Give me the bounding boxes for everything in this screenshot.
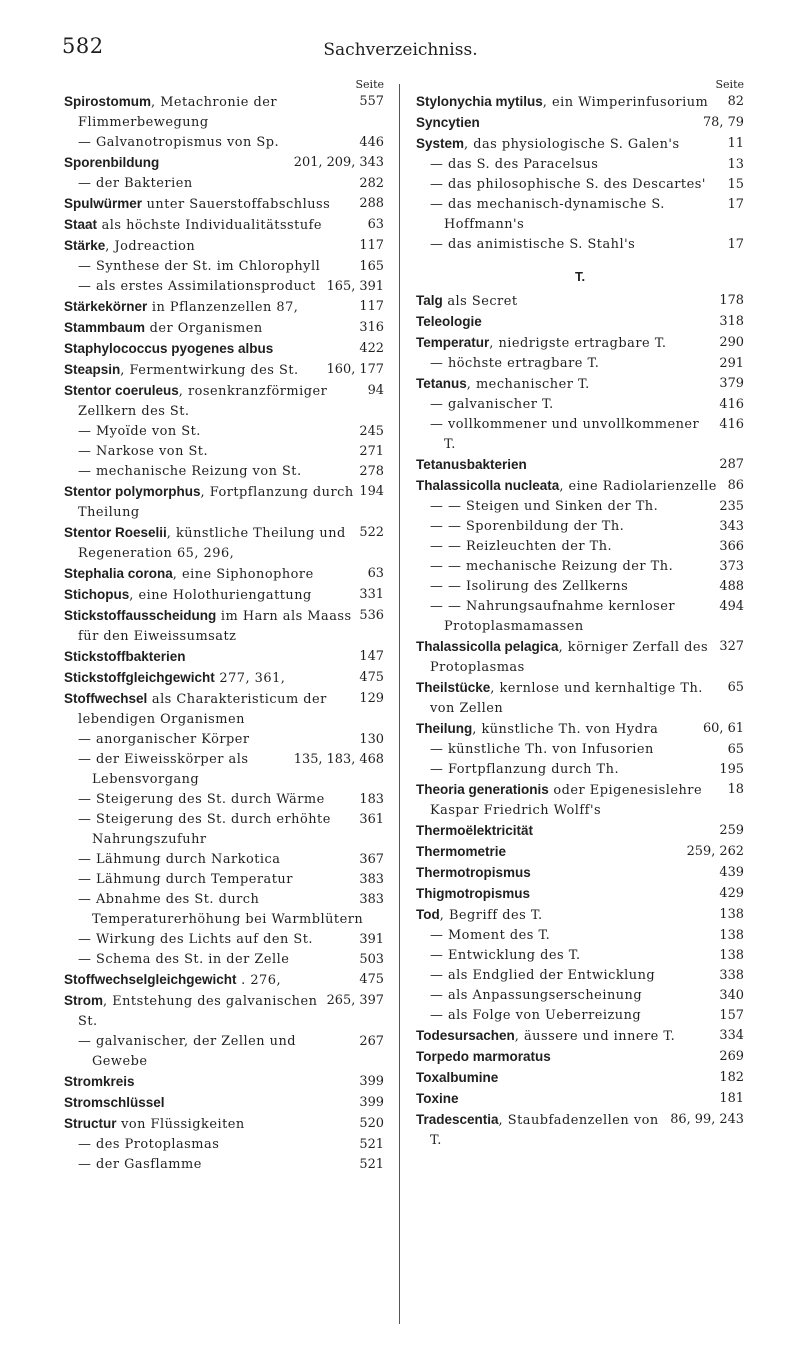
entry-pages: 182 bbox=[719, 1070, 744, 1085]
entry-text: , körniger Zerfall des Protoplasmas bbox=[430, 640, 709, 675]
entry-term: Syncytien bbox=[416, 115, 480, 130]
entry-text: , Fermentwirkung des St. bbox=[120, 363, 299, 378]
index-entry bbox=[64, 1093, 384, 1114]
entry-pages: 201, 209, 343 bbox=[293, 155, 384, 170]
entry-text: — das philosophische S. des Descartes' bbox=[430, 177, 706, 192]
entry-term: Stentor Roeselii bbox=[64, 525, 167, 540]
entry-term: Stentor coeruleus bbox=[64, 383, 179, 398]
index-entry bbox=[416, 863, 744, 884]
index-entry bbox=[416, 842, 744, 863]
entry-text: — Myoïde von St. bbox=[78, 424, 201, 439]
entry-pages: 287 bbox=[719, 457, 744, 472]
entry-term: Stärkekörner bbox=[64, 299, 148, 314]
index-entry bbox=[64, 1032, 384, 1072]
entry-pages: 316 bbox=[359, 320, 384, 335]
entry-pages: 422 bbox=[359, 341, 384, 356]
entry-text: — mechanische Reizung von St. bbox=[78, 464, 302, 479]
index-entry bbox=[416, 884, 744, 905]
entry-pages: 522 bbox=[359, 525, 384, 540]
entry-pages: 178 bbox=[719, 293, 744, 308]
entry-term: Toxine bbox=[416, 1091, 459, 1106]
entry-text: , Jodreaction bbox=[105, 239, 196, 254]
entry-text: im Harn als Maass für den Eiweissumsatz bbox=[78, 609, 352, 644]
index-entry bbox=[416, 821, 744, 842]
entry-term: Thalassicolla nucleata bbox=[416, 478, 560, 493]
entry-text: , Entstehung des galvanischen St. bbox=[78, 994, 318, 1029]
index-entry bbox=[64, 606, 384, 647]
entry-text: — galvanischer T. bbox=[430, 397, 554, 412]
entry-pages: 343 bbox=[719, 519, 744, 534]
left-index-column bbox=[64, 78, 384, 1175]
entry-pages: 195 bbox=[719, 762, 744, 777]
entry-term: Thalassicolla pelagica bbox=[416, 639, 559, 654]
entry-pages: 373 bbox=[719, 559, 744, 574]
entry-text: , rosenkranzförmiger Zellkern des St. bbox=[78, 384, 328, 419]
entry-text: — der Gasflamme bbox=[78, 1157, 202, 1172]
entry-term: Sporenbildung bbox=[64, 155, 160, 170]
right-index-column bbox=[416, 78, 744, 1151]
entry-pages: 18 bbox=[727, 782, 744, 797]
entry-pages: 391 bbox=[359, 932, 384, 947]
index-entry bbox=[416, 517, 744, 537]
entry-pages: 138 bbox=[719, 907, 744, 922]
index-entry bbox=[64, 1114, 384, 1135]
entry-term: Stromkreis bbox=[64, 1074, 135, 1089]
entry-text: in Pflanzenzellen 87, bbox=[147, 300, 299, 315]
entry-text: — Moment des T. bbox=[430, 928, 551, 943]
entry-pages: 334 bbox=[719, 1028, 744, 1043]
entry-pages: 165, 391 bbox=[326, 279, 384, 294]
index-entry bbox=[416, 195, 744, 235]
index-entry bbox=[64, 950, 384, 970]
index-entry bbox=[64, 194, 384, 215]
entry-pages: 429 bbox=[719, 886, 744, 901]
entry-pages: 259 bbox=[719, 823, 744, 838]
entry-term: Staphylococcus pyogenes albus bbox=[64, 341, 274, 356]
entry-text: — als Anpassungserscheinung bbox=[430, 988, 643, 1003]
entry-pages: 129 bbox=[359, 691, 384, 706]
entry-text: — vollkommener und unvollkommener T. bbox=[430, 417, 700, 452]
column-divider bbox=[399, 84, 400, 1324]
index-entry bbox=[64, 647, 384, 668]
entry-term: Stephalia corona bbox=[64, 566, 173, 581]
entry-text: , Begriff des T. bbox=[439, 908, 543, 923]
entry-pages: 331 bbox=[359, 587, 384, 602]
entry-pages: 475 bbox=[359, 972, 384, 987]
entry-pages: 399 bbox=[359, 1074, 384, 1089]
entry-text: — Fortpflanzung durch Th. bbox=[430, 762, 620, 777]
index-entry bbox=[416, 577, 744, 597]
entry-term: Tod bbox=[416, 907, 440, 922]
entry-term: Strom bbox=[64, 993, 104, 1008]
index-entry bbox=[416, 597, 744, 637]
entry-pages: 86, 99, 243 bbox=[670, 1112, 744, 1127]
entry-text: , künstliche Theilung und Regeneration 65, 296, bbox=[78, 526, 346, 561]
entry-text: — Narkose von St. bbox=[78, 444, 209, 459]
index-entry bbox=[64, 257, 384, 277]
entry-text: , niedrigste ertragbare T. bbox=[489, 336, 667, 351]
index-entry bbox=[64, 277, 384, 297]
running-title: Sachverzeichniss. bbox=[323, 40, 478, 60]
entry-text: — Steigerung des St. durch erhöhte Nahrungszufuhr bbox=[78, 812, 331, 847]
entry-text: — Galvanotropismus von Sp. bbox=[78, 135, 280, 150]
entry-text: , eine Radiolarienzelle bbox=[559, 479, 717, 494]
index-entry bbox=[64, 482, 384, 523]
entry-pages: 11 bbox=[727, 136, 744, 151]
entry-term: Torpedo marmoratus bbox=[416, 1049, 551, 1064]
entry-text: — das S. des Paracelsus bbox=[430, 157, 599, 172]
entry-term: Structur bbox=[64, 1116, 117, 1131]
index-entry bbox=[416, 354, 744, 374]
entry-text: — anorganischer Körper bbox=[78, 732, 250, 747]
entry-pages: 446 bbox=[359, 135, 384, 150]
index-entry bbox=[64, 523, 384, 564]
entry-pages: 147 bbox=[359, 649, 384, 664]
index-entry bbox=[64, 890, 384, 930]
index-entry bbox=[416, 291, 744, 312]
index-entry bbox=[64, 236, 384, 257]
entry-text: — — Sporenbildung der Th. bbox=[430, 519, 625, 534]
entry-pages: 383 bbox=[359, 892, 384, 907]
entry-text: — künstliche Th. von Infusorien bbox=[430, 742, 654, 757]
entry-text: — des Protoplasmas bbox=[78, 1137, 220, 1152]
entry-term: Thermoëlektricität bbox=[416, 823, 534, 838]
index-entry bbox=[416, 395, 744, 415]
entry-text: — als Folge von Ueberreizung bbox=[430, 1008, 642, 1023]
entry-term: Stoffwechselgleichgewicht bbox=[64, 972, 237, 987]
index-entry bbox=[64, 930, 384, 950]
entry-term: Spirostomum bbox=[64, 94, 152, 109]
entry-term: Tetanusbakterien bbox=[416, 457, 527, 472]
entry-text: , das physiologische S. Galen's bbox=[464, 137, 680, 152]
entry-text: — als erstes Assimilationsproduct bbox=[78, 279, 316, 294]
index-entry bbox=[416, 175, 744, 195]
entry-text: — der Bakterien bbox=[78, 176, 193, 191]
index-entry bbox=[64, 991, 384, 1032]
entry-pages: 327 bbox=[719, 639, 744, 654]
index-entry bbox=[64, 870, 384, 890]
entry-pages: 78, 79 bbox=[702, 115, 744, 130]
entry-pages: 181 bbox=[719, 1091, 744, 1106]
index-entry bbox=[416, 92, 744, 113]
entry-pages: 536 bbox=[359, 608, 384, 623]
right-entry-list-t bbox=[416, 291, 744, 1151]
index-entry bbox=[64, 462, 384, 482]
index-entry bbox=[64, 564, 384, 585]
entry-pages: 63 bbox=[367, 566, 384, 581]
entry-pages: 521 bbox=[359, 1137, 384, 1152]
entry-text: , künstliche Th. von Hydra bbox=[472, 722, 659, 737]
index-entry bbox=[64, 92, 384, 133]
entry-text: — das animistische S. Stahl's bbox=[430, 237, 636, 252]
index-entry bbox=[64, 730, 384, 750]
entry-pages: 557 bbox=[359, 94, 384, 109]
index-entry bbox=[416, 374, 744, 395]
entry-text: — — Nahrungsaufnahme kernloser Protoplasmamassen bbox=[430, 599, 676, 634]
index-entry bbox=[416, 1068, 744, 1089]
entry-text: — galvanischer, der Zellen und Gewebe bbox=[78, 1034, 297, 1069]
entry-pages: 13 bbox=[727, 157, 744, 172]
entry-text: , eine Holothuriengattung bbox=[129, 588, 312, 603]
entry-text: als Charakteristicum der lebendigen Organismen bbox=[78, 692, 327, 727]
entry-pages: 439 bbox=[719, 865, 744, 880]
index-entry bbox=[64, 668, 384, 689]
entry-pages: 17 bbox=[727, 237, 744, 252]
entry-text: — Lähmung durch Temperatur bbox=[78, 872, 293, 887]
index-entry bbox=[416, 1026, 744, 1047]
entry-text: — — Reizleuchten der Th. bbox=[430, 539, 613, 554]
entry-text: — — Steigen und Sinken der Th. bbox=[430, 499, 659, 514]
entry-text: — der Eiweisskörper als Lebensvorgang bbox=[78, 752, 249, 787]
entry-text: , Metachronie der Flimmerbewegung bbox=[78, 95, 278, 130]
entry-pages: 383 bbox=[359, 872, 384, 887]
entry-text: — — mechanische Reizung der Th. bbox=[430, 559, 674, 574]
entry-term: Stickstoffbakterien bbox=[64, 649, 186, 664]
index-entry bbox=[64, 810, 384, 850]
index-entry bbox=[416, 760, 744, 780]
index-entry bbox=[64, 442, 384, 462]
entry-pages: 65 bbox=[727, 680, 744, 695]
entry-pages: 416 bbox=[719, 397, 744, 412]
entry-pages: 165 bbox=[359, 259, 384, 274]
entry-text: als höchste Individualitätsstufe bbox=[97, 218, 323, 233]
index-entry bbox=[64, 153, 384, 174]
entry-pages: 399 bbox=[359, 1095, 384, 1110]
entry-text: unter Sauerstoffabschluss bbox=[142, 197, 331, 212]
entry-term: Stammbaum bbox=[64, 320, 146, 335]
entry-pages: 520 bbox=[359, 1116, 384, 1131]
entry-text: — Wirkung des Lichts auf den St. bbox=[78, 932, 313, 947]
entry-pages: 366 bbox=[719, 539, 744, 554]
entry-text: — Lähmung durch Narkotica bbox=[78, 852, 281, 867]
entry-pages: 194 bbox=[359, 484, 384, 499]
entry-pages: 94 bbox=[367, 383, 384, 398]
index-entry bbox=[416, 905, 744, 926]
entry-text: , eine Siphonophore bbox=[172, 567, 314, 582]
entry-pages: 269 bbox=[719, 1049, 744, 1064]
entry-text: — als Endglied der Entwicklung bbox=[430, 968, 656, 983]
entry-text: oder Epigenesislehre Kaspar Friedrich Wolff's bbox=[430, 783, 703, 818]
entry-pages: 475 bbox=[359, 670, 384, 685]
entry-pages: 160, 177 bbox=[326, 362, 384, 377]
entry-text: , mechanischer T. bbox=[466, 377, 590, 392]
entry-pages: 157 bbox=[719, 1008, 744, 1023]
entry-text: — Steigerung des St. durch Wärme bbox=[78, 792, 325, 807]
index-entry bbox=[416, 235, 744, 255]
entry-pages: 416 bbox=[719, 417, 744, 432]
entry-pages: 82 bbox=[727, 94, 744, 109]
entry-pages: 278 bbox=[359, 464, 384, 479]
index-entry bbox=[64, 1135, 384, 1155]
entry-pages: 340 bbox=[719, 988, 744, 1003]
entry-term: Tradescentia bbox=[416, 1112, 499, 1127]
index-entry bbox=[416, 637, 744, 678]
index-entry bbox=[64, 133, 384, 153]
entry-term: Teleologie bbox=[416, 314, 482, 329]
entry-term: Stickstoffausscheidung bbox=[64, 608, 217, 623]
index-entry bbox=[416, 966, 744, 986]
entry-text: — das mechanisch-dynamische S. Hoffmann's bbox=[430, 197, 665, 232]
entry-text: — Schema des St. in der Zelle bbox=[78, 952, 290, 967]
section-letter: T. bbox=[574, 269, 586, 284]
entry-text: — höchste ertragbare T. bbox=[430, 356, 600, 371]
entry-term: Stärke bbox=[64, 238, 106, 253]
entry-pages: 265, 397 bbox=[326, 993, 384, 1008]
entry-pages: 271 bbox=[359, 444, 384, 459]
entry-pages: 282 bbox=[359, 176, 384, 191]
index-entry bbox=[64, 339, 384, 360]
index-entry bbox=[64, 1155, 384, 1175]
index-entry bbox=[416, 155, 744, 175]
index-entry bbox=[416, 557, 744, 577]
entry-term: Stromschlüssel bbox=[64, 1095, 165, 1110]
entry-text: , ein Wimperinfusorium bbox=[542, 95, 709, 110]
entry-pages: 135, 183, 468 bbox=[293, 752, 384, 767]
entry-term: Thermometrie bbox=[416, 844, 507, 859]
entry-term: Temperatur bbox=[416, 335, 490, 350]
index-entry bbox=[416, 455, 744, 476]
entry-pages: 117 bbox=[359, 238, 384, 253]
index-entry bbox=[64, 850, 384, 870]
entry-text: — Entwicklung des T. bbox=[430, 948, 581, 963]
index-entry bbox=[64, 318, 384, 339]
entry-pages: 183 bbox=[359, 792, 384, 807]
index-entry bbox=[64, 790, 384, 810]
entry-pages: 379 bbox=[719, 376, 744, 391]
entry-pages: 338 bbox=[719, 968, 744, 983]
entry-pages: 521 bbox=[359, 1157, 384, 1172]
index-entry bbox=[64, 422, 384, 442]
index-entry bbox=[64, 360, 384, 381]
index-entry bbox=[416, 497, 744, 517]
index-entry bbox=[416, 333, 744, 354]
entry-text: — Abnahme des St. durch Temperaturerhöhung bei Warmblütern bbox=[78, 892, 364, 927]
entry-pages: 86 bbox=[727, 478, 744, 493]
index-entry bbox=[416, 312, 744, 333]
entry-pages: 63 bbox=[367, 217, 384, 232]
entry-pages: 488 bbox=[719, 579, 744, 594]
entry-term: Stichopus bbox=[64, 587, 130, 602]
entry-pages: 138 bbox=[719, 948, 744, 963]
entry-term: Toxalbumine bbox=[416, 1070, 499, 1085]
index-entry bbox=[416, 780, 744, 821]
entry-term: Theoria generationis bbox=[416, 782, 549, 797]
entry-text: von Flüssigkeiten bbox=[116, 1117, 245, 1132]
index-entry bbox=[64, 215, 384, 236]
entry-term: Tetanus bbox=[416, 376, 467, 391]
entry-text: als Secret bbox=[442, 294, 518, 309]
left-column-label: Seite bbox=[355, 78, 384, 91]
entry-pages: 288 bbox=[359, 196, 384, 211]
entry-pages: 259, 262 bbox=[686, 844, 744, 859]
entry-term: System bbox=[416, 136, 465, 151]
entry-term: Todesursachen bbox=[416, 1028, 515, 1043]
entry-pages: 130 bbox=[359, 732, 384, 747]
index-entry bbox=[416, 476, 744, 497]
entry-text: , Fortpflanzung durch Theilung bbox=[78, 485, 354, 520]
entry-pages: 17 bbox=[727, 197, 744, 212]
entry-pages: 367 bbox=[359, 852, 384, 867]
index-entry bbox=[416, 1047, 744, 1068]
entry-pages: 60, 61 bbox=[702, 721, 744, 736]
entry-pages: 267 bbox=[359, 1034, 384, 1049]
index-entry bbox=[416, 719, 744, 740]
index-entry bbox=[64, 381, 384, 422]
entry-term: Spulwürmer bbox=[64, 196, 143, 211]
entry-pages: 245 bbox=[359, 424, 384, 439]
entry-pages: 361 bbox=[359, 812, 384, 827]
entry-pages: 318 bbox=[719, 314, 744, 329]
index-entry bbox=[64, 750, 384, 790]
entry-pages: 65 bbox=[727, 742, 744, 757]
entry-term: Theilstücke bbox=[416, 680, 491, 695]
entry-term: Stentor polymorphus bbox=[64, 484, 201, 499]
page-number: 582 bbox=[62, 34, 104, 58]
index-entry bbox=[64, 970, 384, 991]
entry-pages: 15 bbox=[727, 177, 744, 192]
entry-pages: 235 bbox=[719, 499, 744, 514]
index-entry bbox=[416, 1006, 744, 1026]
right-entry-list-s bbox=[416, 92, 744, 255]
index-entry bbox=[64, 689, 384, 730]
entry-term: Thigmotropismus bbox=[416, 886, 530, 901]
entry-pages: 494 bbox=[719, 599, 744, 614]
entry-term: Talg bbox=[416, 293, 443, 308]
index-entry bbox=[64, 585, 384, 606]
entry-term: Steapsin bbox=[64, 362, 121, 377]
index-entry bbox=[416, 926, 744, 946]
entry-pages: 117 bbox=[359, 299, 384, 314]
entry-pages: 290 bbox=[719, 335, 744, 350]
index-entry bbox=[416, 113, 744, 134]
index-entry bbox=[416, 986, 744, 1006]
entry-text: 277, 361, bbox=[214, 671, 286, 686]
right-column-label: Seite bbox=[715, 78, 744, 91]
entry-pages: 503 bbox=[359, 952, 384, 967]
index-entry bbox=[416, 678, 744, 719]
entry-text: . 276, bbox=[236, 973, 282, 988]
index-entry bbox=[416, 740, 744, 760]
index-entry bbox=[64, 297, 384, 318]
index-entry bbox=[416, 537, 744, 557]
index-entry bbox=[416, 415, 744, 455]
left-entry-list bbox=[64, 92, 384, 1175]
entry-text: — Synthese der St. im Chlorophyll bbox=[78, 259, 321, 274]
entry-text: , kernlose und kernhaltige Th. von Zellen bbox=[430, 681, 703, 716]
entry-term: Staat bbox=[64, 217, 98, 232]
entry-pages: 138 bbox=[719, 928, 744, 943]
entry-text: der Organismen bbox=[145, 321, 263, 336]
entry-term: Thermotropismus bbox=[416, 865, 531, 880]
entry-term: Stoffwechsel bbox=[64, 691, 148, 706]
entry-text: , Staubfadenzellen von T. bbox=[430, 1113, 659, 1148]
index-entry bbox=[416, 134, 744, 155]
entry-term: Theilung bbox=[416, 721, 473, 736]
entry-text: — — Isolirung des Zellkerns bbox=[430, 579, 629, 594]
index-entry bbox=[416, 1089, 744, 1110]
index-entry bbox=[64, 1072, 384, 1093]
entry-term: Stickstoffgleichgewicht bbox=[64, 670, 215, 685]
index-entry bbox=[64, 174, 384, 194]
entry-term: Stylonychia mytilus bbox=[416, 94, 543, 109]
index-entry bbox=[416, 946, 744, 966]
entry-pages: 291 bbox=[719, 356, 744, 371]
entry-text: , äussere und innere T. bbox=[514, 1029, 676, 1044]
index-entry bbox=[416, 1110, 744, 1151]
